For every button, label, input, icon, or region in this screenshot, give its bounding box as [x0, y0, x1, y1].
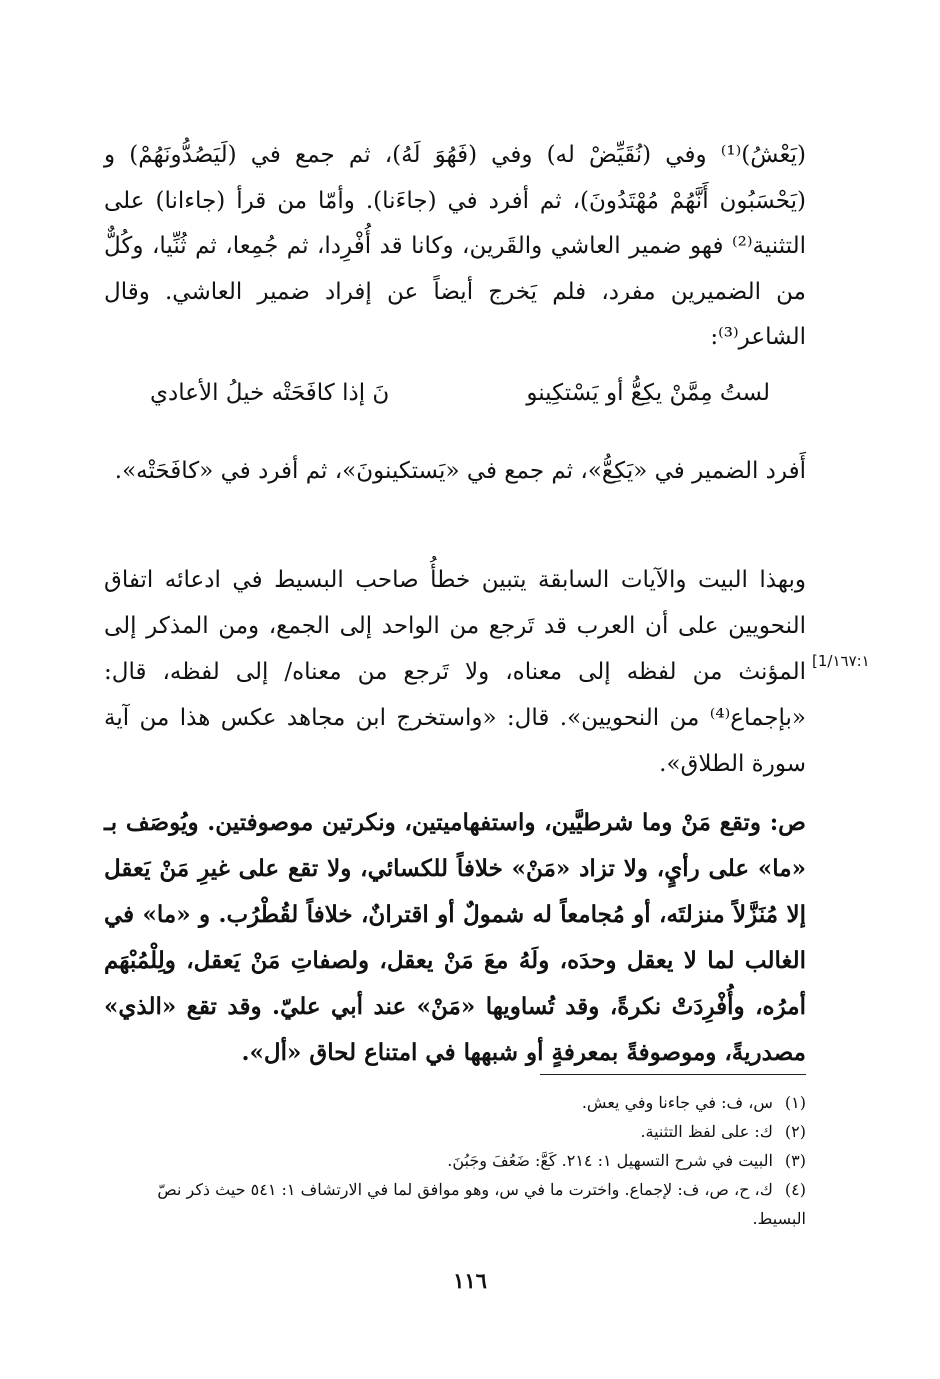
verse-hemistich-first: لستُ مِمَّنْ يكِعُّ أو يَسْتكِينو	[526, 380, 770, 406]
footnote-text: ك: على لفظ التثنية.	[640, 1122, 773, 1141]
poetry-verse	[150, 380, 770, 406]
paragraph-text: أَفرد الضمير في «يَكِعُّ»، ثم جمع في «يَستكينونَ»، ثم أفرد في «كافَحَتْه».	[114, 458, 806, 484]
paragraph-commentary-1	[104, 133, 806, 361]
page-number: ١١٦	[453, 1268, 487, 1293]
footnote	[104, 1117, 806, 1146]
paragraph-main-text	[104, 800, 806, 1076]
footnote	[104, 1146, 806, 1175]
footnote-text: س، ف: في جاءنا وفي يعش.	[581, 1093, 773, 1112]
verse-hemistich-second: نَ إذا كافَحَتْه خيلُ الأعادي	[150, 380, 390, 406]
footnote	[104, 1088, 806, 1117]
footnote-number: (٣)	[784, 1151, 806, 1170]
paragraph-commentary-2	[104, 448, 806, 494]
footnote-text: البيت في شرح التسهيل ١: ٢١٤. كَعَّ: ضَعُفَ وجَبُنَ.	[447, 1151, 773, 1170]
paragraph-text: ص: وتقع مَنْ وما شرطيَّين، واستفهاميتين، ونكرتين موصوفتين. ويُوصَف بـ «ما» على رأيٍ، ولا تزاد «مَنْ» خلافاً للكسائي، ولا تقع على غيرِ مَنْ يَعقل إلا مُنَزَّلاً منزلتَه، أو مُجامعاً له شمولٌ أو اقترانٌ، خلافاً لقُطْرُب. و «ما» في الغالب لما لا يعقل وحدَه، ولَهُ معَ مَنْ يعقل، ولصفاتِ مَنْ يَعقل، ولِلْمُبْهَم أمرُه، وأُفْرِدَتْ نكرةً، وقد تُساويها «مَنْ» عند أبي عليّ. وقد تقع «الذي» مصدريةً، وموصوفةً بمعرفةٍ أو شبهها في امتناع لحاق «أل».	[104, 809, 806, 1066]
footnote-text: ك، ح، ص، ف: لإجماع. واخترت ما في س، وهو موافق لما في الارتشاف ١: ٥٤١ حيث ذكر نصّ البسيط.	[157, 1180, 806, 1228]
footnote-number: (٢)	[784, 1122, 806, 1141]
paragraph-commentary-3	[104, 557, 806, 787]
footnote-number: (٤)	[784, 1180, 806, 1199]
footnote-number: (١)	[784, 1093, 806, 1112]
paragraph-text: وبهذا البيت والآيات السابقة يتبين خطأُ صاحب البسيط في ادعائه اتفاق النحويين على أن العرب قد تَرجع من الواحد إلى الجمع، ومن المذكر إلى المؤنث من لفظه إلى معناه، ولا تَرجع من معناه/ إلى لفظه، قال: «بإجماع⁽⁴⁾ من النحويين». قال: «واستخرج ابن مجاهد عكس هذا من آية سورة الطلاق».	[104, 567, 806, 777]
footnote-divider	[540, 1074, 806, 1075]
footnotes	[104, 1088, 806, 1233]
paragraph-text: (يَعْشُ)⁽¹⁾ وفي (نُقَيِّضْ له) وفي (فَهُوَ لَهُ)، ثم جمع في (لَيَصُدُّونَهُمْ) و (يَحْسَبُون أَنَّهُمْ مُهْتَدُونَ)، ثم أفرد في (جاءَنا). وأمّا من قرأ (جاءانا) على التثنية⁽²⁾ فهو ضمير العاشي والقَرين، وكانا قد أُفْرِدا، ثم جُمِعا، ثم ثُنِّيا، وكُلٌّ من الضميرين مفرد، فلم يَخرج أيضاً عن إفراد ضمير العاشي. وقال الشاعر⁽³⁾:	[104, 142, 806, 350]
footnote	[104, 1175, 806, 1233]
manuscript-margin-reference: [1/١٦٧:١	[812, 652, 870, 670]
